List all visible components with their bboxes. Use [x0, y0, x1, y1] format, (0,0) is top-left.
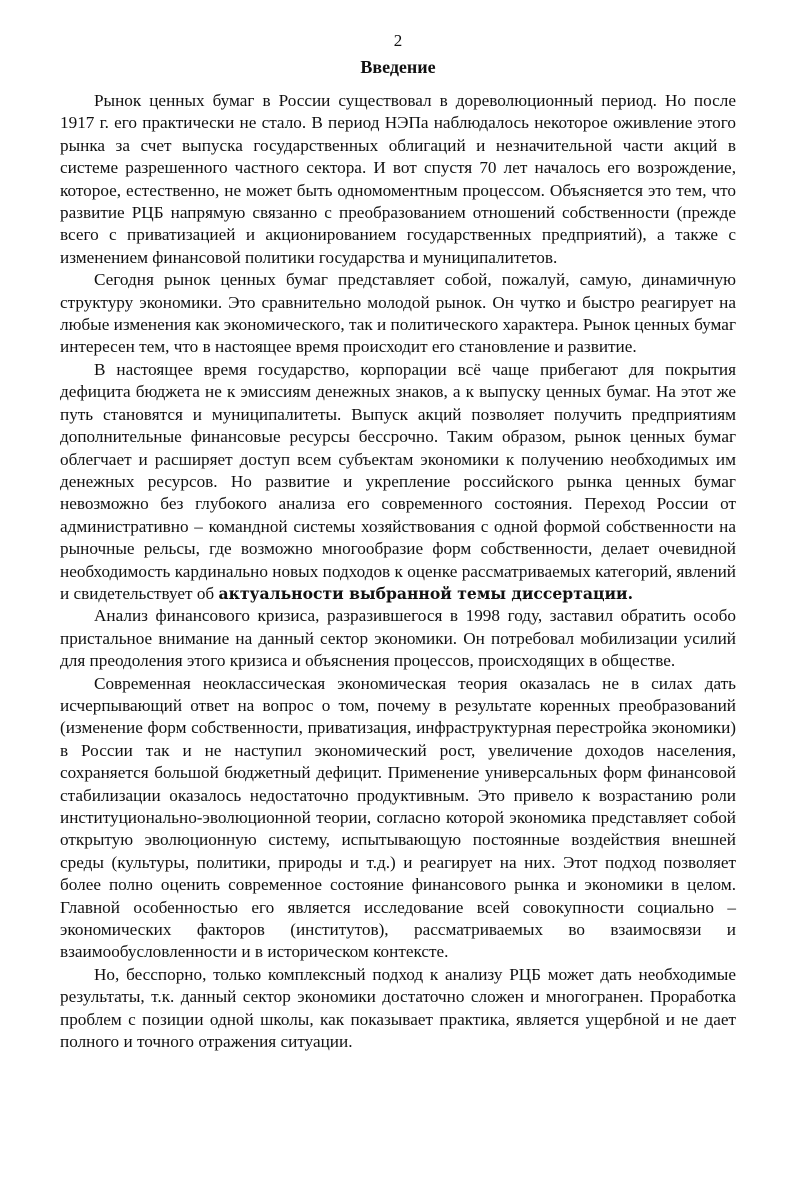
paragraph-1 [60, 90, 736, 269]
paragraph-text: В настоящее время государство, корпорации всё чаще прибегают для покрытия дефицита бюджета не к эмиссиям денежных знаков, а к выпуску ценных бумаг. На этот же путь становятся и муниципалитеты. Выпуск акций позволяет получить предприятиям дополнительные финансовые ресурсы бессрочно. Таким образом, рынок ценных бумаг облегчает и расширяет доступ всем субъектам экономики к получению необходимых им денежных ресурсов. Но развитие и укрепление российского рынка ценных бумаг невозможно без глубокого анализа его современного состояния. Переход России от административно – командной системы хозяйствования с одной формой собственности на рыночные рельсы, где возможно многообразие форм собственности, делает очевидной необходимость кардинально новых подходов к оценке рассматриваемых категорий, явлений и свидетельствует об [60, 359, 736, 603]
thesis-relevance-bold: актуальности выбранной темы диссертации. [218, 583, 634, 603]
page-number: 2 [393, 31, 403, 50]
paragraph-5 [60, 673, 736, 964]
paragraph-text: Но, бесспорно, только комплексный подход к анализу РЦБ может дать необходимые результаты, т.к. данный сектор экономики достаточно сложен и многогранен. Проработка проблем с позиции одной школы, как показывает практика, является ущербной и не дает полного и точного отражения ситуации. [60, 964, 736, 1052]
paragraph-text: Сегодня рынок ценных бумаг представляет собой, пожалуй, самую, динамичную структуру экономики. Это сравнительно молодой рынок. Он чутко и быстро реагирует на любые изменения как экономического, так и политического характера. Рынок ценных бумаг интересен тем, что в настоящее время происходит его становление и развитие. [60, 270, 736, 357]
paragraph-text: Рынок ценных бумаг в России существовал в дореволюционный период. Но после 1917 г. его практически не стало. В период НЭПа наблюдалось некоторое оживление этого рынка за счет выпуска государственных облигаций и незначительной части акций в системе разрешенного частного сектора. И вот спустя 70 лет началось его возрождение, которое, естественно, не может быть одномоментным процессом. Объясняется это тем, что развитие РЦБ напрямую связанно с преобразованием отношений собственности (прежде всего с приватизацией и акционированием государственных предприятий), а также с изменением финансовой политики государства и муниципалитетов. [60, 91, 736, 267]
paragraph-3 [60, 359, 736, 605]
paragraph-text: Современная неоклассическая экономическая теория оказалась не в силах дать исчерпывающий ответ на вопрос о том, почему в результате коренных преобразований (изменение форм собственности, приватизация, инфраструктурная перестройка экономики) в России так и не наступил экономический рост, увеличение доходов населения, сохраняется большой бюджетный дефицит. Применение универсальных форм финансовой стабилизации оказалось недостаточно продуктивным. Это привело к возрастанию роли институционально-эволюционной теории, согласно которой экономика представляет собой открытую эволюционную систему, испытывающую постоянные воздействия внешней среды (культуры, политики, природы и т.д.) и реагирует на них. Этот подход позволяет более полно оценить современное состояние финансового рынка и экономики в целом. Главной особенностью его является исследование всей совокупности социально – экономических факторов (институтов), рассматриваемых во взаимосвязи и взаимообусловленности и в историческом контексте. [60, 673, 736, 962]
section-title: Введение [360, 57, 436, 77]
paragraph-text: Анализ финансового кризиса, разразившегося в 1998 году, заставил обратить особо пристальное внимание на данный сектор экономики. Он потребовал мобилизации усилий для преодоления этого кризиса и объяснения процессов, происходящих в обществе. [60, 606, 736, 671]
paragraph-6 [60, 964, 736, 1054]
paragraph-2 [60, 269, 736, 359]
document-page [60, 30, 736, 1053]
paragraph-4 [60, 605, 736, 672]
